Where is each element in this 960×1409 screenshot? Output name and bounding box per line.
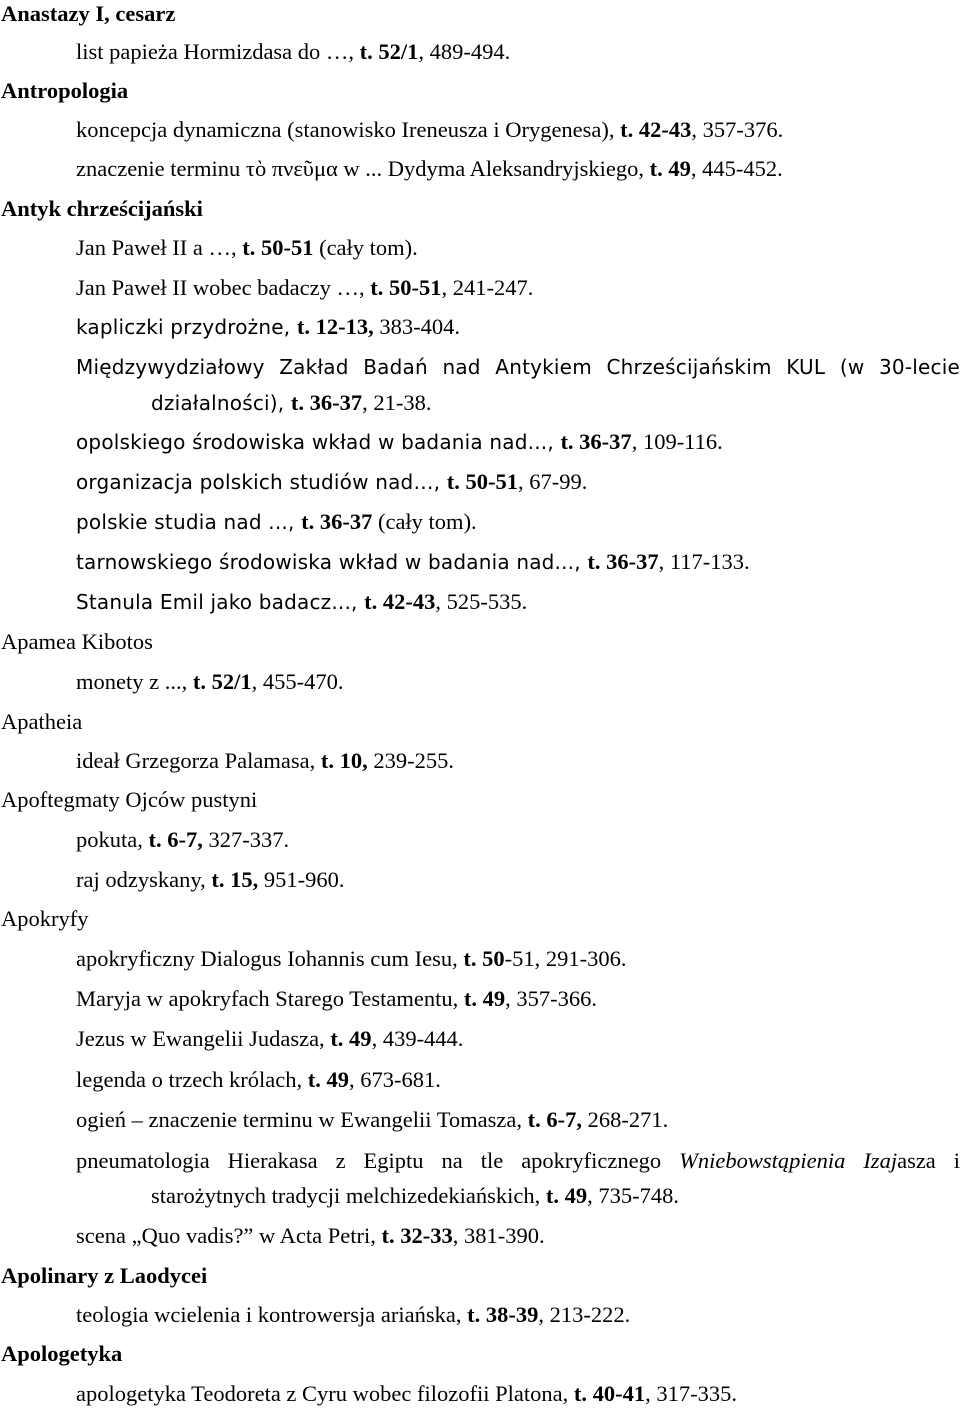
index-heading	[1, 0, 960, 27]
index-heading	[1, 1262, 960, 1289]
volume-ref: t. 50-51	[370, 275, 442, 300]
italic-title: Wniebowstąpienia Izaj	[679, 1148, 898, 1173]
entry-text: , 213-222.	[538, 1302, 631, 1327]
index-entry	[76, 1025, 960, 1052]
entry-text: , 673-681.	[349, 1067, 441, 1092]
volume-ref: t. 36-37	[301, 509, 373, 534]
entry-text: , 445-452.	[690, 156, 783, 181]
volume-ref: t. 50-51	[242, 235, 314, 260]
entry-text: , 455-470.	[251, 669, 344, 694]
index-entry	[76, 588, 960, 616]
entry-text: działalności),	[151, 391, 291, 415]
entry-text: 239-255.	[367, 748, 454, 773]
volume-ref: t. 52/1	[359, 39, 419, 64]
entry-text: opolskiego środowiska wkład w badania nad...,	[76, 430, 561, 454]
entry-text: teologia wcielenia i kontrowersja ariańska,	[76, 1302, 468, 1327]
entry-text: , 67-99.	[518, 469, 588, 494]
entry-text: , 317-335.	[645, 1381, 737, 1406]
entry-text: , 117-133.	[658, 549, 750, 574]
entry-text: , 439-444.	[371, 1026, 464, 1051]
entry-text: Apokryfy	[1, 906, 89, 931]
entry-text: , 489-494.	[418, 39, 511, 64]
index-entry	[76, 985, 960, 1012]
index-entry	[76, 116, 960, 143]
entry-text: Apolinary z Laodycei	[1, 1263, 208, 1288]
entry-text: apokryficzny Dialogus Iohannis cum Iesu,	[76, 946, 464, 971]
index-entry	[76, 747, 960, 774]
entry-text: 327-337.	[202, 827, 290, 852]
entry-text: ogień – znaczenie terminu w Ewangelii Tomasza,	[76, 1107, 528, 1132]
entry-text: list papieża Hormizdasa do …,	[76, 39, 360, 64]
index-entry	[76, 313, 960, 341]
volume-ref: t. 50	[463, 946, 505, 971]
entry-text: scena „Quo vadis?” w Acta Petri,	[76, 1223, 382, 1248]
entry-text: 951-960.	[258, 867, 345, 892]
volume-ref: t. 49	[545, 1183, 588, 1208]
entry-text: Stanula Emil jako badacz...,	[76, 590, 365, 614]
entry-text: , 525-535.	[435, 589, 528, 614]
index-entry	[76, 234, 960, 261]
entry-text: legenda o trzech królach,	[76, 1067, 308, 1092]
volume-ref: t. 6-7,	[148, 827, 203, 852]
volume-ref: t. 38-39	[467, 1302, 539, 1327]
index-entry	[76, 274, 960, 301]
index-entry	[76, 1066, 960, 1093]
index-entry	[76, 1301, 960, 1328]
entry-text: Apologetyka	[1, 1341, 123, 1366]
entry-text: znaczenie terminu τὸ πνεῦμα w ... Dydyma Aleksandryjskiego,	[76, 156, 650, 181]
entry-text: Apamea Kibotos	[1, 629, 153, 654]
index-heading	[1, 628, 960, 655]
entry-text: (cały tom).	[313, 235, 418, 260]
entry-text: apologetyka Teodoreta z Cyru wobec filozofii Platona,	[76, 1381, 574, 1406]
index-entry	[76, 668, 960, 695]
entry-text: Anastazy I, cesarz	[1, 1, 176, 26]
volume-ref: t. 52/1	[192, 669, 252, 694]
index-heading	[1, 708, 960, 735]
entry-text: Apoftegmaty Ojców pustyni	[1, 787, 258, 812]
entry-text: koncepcja dynamiczna (stanowisko Ireneusza i Orygenesa),	[76, 117, 621, 142]
entry-text: polskie studia nad ...,	[76, 510, 302, 534]
entry-text: , 241-247.	[441, 275, 534, 300]
index-entry	[76, 1222, 960, 1249]
volume-ref: t. 49	[649, 156, 691, 181]
volume-ref: t. 42-43	[620, 117, 692, 142]
entry-text: asza i	[897, 1148, 960, 1173]
index-entry	[76, 1106, 960, 1133]
index-entry	[76, 468, 960, 496]
index-entry	[76, 155, 960, 182]
entry-text: , 357-366.	[505, 986, 598, 1011]
entry-text: 383-404.	[373, 314, 460, 339]
entry-text: Międzywydziałowy Zakład Badań nad Antykiem Chrześcijańskim KUL (w 30-lecie	[76, 355, 960, 379]
volume-ref: t. 12-13,	[296, 314, 374, 339]
entry-text: (cały tom).	[372, 509, 477, 534]
entry-text: Maryja w apokryfach Starego Testamentu,	[76, 986, 464, 1011]
index-heading	[1, 77, 960, 104]
volume-ref: t. 49	[307, 1067, 350, 1092]
index-entry-continuation	[151, 389, 960, 417]
index-heading	[1, 905, 960, 932]
index-heading	[1, 786, 960, 813]
volume-ref: t. 15,	[211, 867, 259, 892]
volume-ref: t. 36-37	[290, 390, 363, 415]
entry-text: Jan Paweł II wobec badaczy …,	[76, 275, 371, 300]
volume-ref: t. 6-7,	[527, 1107, 582, 1132]
index-entry	[76, 508, 960, 536]
index-entry	[76, 866, 960, 893]
entry-text: Jan Paweł II a …,	[76, 235, 243, 260]
index-entry	[76, 945, 960, 972]
index-heading	[1, 1340, 960, 1367]
volume-ref: t. 36-37	[587, 549, 659, 574]
volume-ref: t. 49	[330, 1026, 372, 1051]
entry-text: kapliczki przydrożne,	[76, 315, 297, 339]
index-entry	[76, 826, 960, 853]
index-entry	[76, 1147, 960, 1174]
entry-text: Apatheia	[1, 709, 83, 734]
entry-text: Antropologia	[1, 78, 129, 103]
index-entry	[76, 38, 960, 65]
entry-text: ideał Grzegorza Palamasa,	[76, 748, 321, 773]
entry-text: monety z ...,	[76, 669, 193, 694]
index-entry	[76, 548, 960, 576]
entry-text: raj odzyskany,	[76, 867, 212, 892]
index-entry-continuation	[151, 1182, 960, 1209]
entry-text: Jezus w Ewangelii Judasza,	[76, 1026, 331, 1051]
entry-text: -51, 291-306.	[504, 946, 627, 971]
entry-text: tarnowskiego środowiska wkład w badania nad...,	[76, 550, 588, 574]
entry-text: organizacja polskich studiów nad…,	[76, 470, 447, 494]
entry-text: pokuta,	[76, 827, 149, 852]
index-entry	[76, 428, 960, 456]
entry-text: starożytnych tradycji melchizedekiańskich,	[151, 1183, 546, 1208]
volume-ref: t. 32-33	[381, 1223, 453, 1248]
index-entry	[76, 353, 960, 381]
volume-ref: t. 50-51	[446, 469, 519, 494]
volume-ref: t. 36-37	[560, 429, 632, 454]
entry-text: , 109-116.	[631, 429, 723, 454]
index-heading	[1, 195, 960, 222]
entry-text: 268-271.	[581, 1107, 669, 1132]
entry-text: , 381-390.	[452, 1223, 545, 1248]
volume-ref: t. 40-41	[573, 1381, 646, 1406]
volume-ref: t. 49	[463, 986, 506, 1011]
entry-text: pneumatologia Hierakasa z Egiptu na tle apokryficznego	[76, 1148, 680, 1173]
entry-text: , 21-38.	[362, 390, 432, 415]
volume-ref: t. 42-43	[364, 589, 436, 614]
entry-text: Antyk chrześcijański	[1, 196, 203, 221]
entry-text: , 357-376.	[691, 117, 784, 142]
entry-text: , 735-748.	[587, 1183, 679, 1208]
volume-ref: t. 10,	[320, 748, 368, 773]
index-entry	[76, 1380, 960, 1407]
